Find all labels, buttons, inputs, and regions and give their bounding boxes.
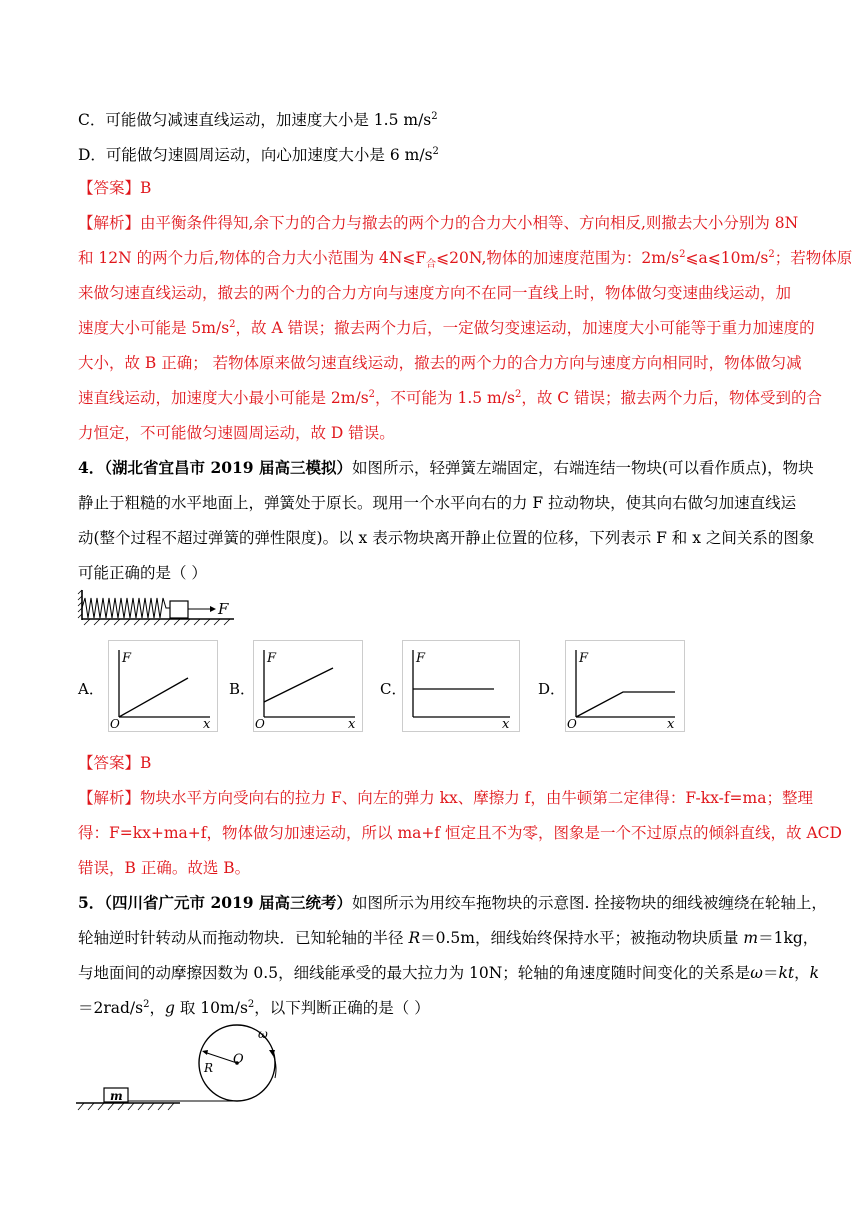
option-d-q3: D．可能做匀速圆周运动，向心加速度大小是 6 $m/s^2$: [78, 145, 439, 164]
option-c-q3: C．可能做匀减速直线运动，加速度大小是 1.5 $m/s^2$: [78, 110, 438, 129]
answer-q4: 【答案】B: [78, 754, 152, 772]
graph-d-x-label: x: [667, 717, 675, 732]
radius-label: R: [204, 1061, 214, 1075]
force-label: F: [218, 600, 229, 618]
graph-a-x-label: x: [203, 717, 211, 732]
question-5-line2: 轮轴逆时针转动从而拖动物块．已知轮轴的半径 R＝0.5m，细线始终保持水平；被拖动物块质量 m＝1kg，: [78, 929, 819, 947]
graph-b-origin: O: [255, 717, 265, 731]
explanation-q3-line5: 大小，故 B 正确； 若物体原来做匀速直线运动，撤去的两个力的合力方向与速度方向相同时，物体做匀减: [78, 354, 802, 372]
explanation-q4-line2: 得：F=kx+ma+f，物体做匀加速运动，所以 ma+f 恒定且不为零，图象是一个不过原点的倾斜直线，故 ACD: [78, 824, 842, 842]
question-4-line2: 静止于粗糙的水平地面上，弹簧处于原长。现用一个水平向右的力 F 拉动物块，使其向右做匀加速直线运: [78, 494, 797, 512]
mass-label: m: [110, 1089, 123, 1103]
explanation-q3-line2: 和 12N 的两个力后,物体的合力大小范围为 $4N⩽F_合⩽20N$,物体的加速度范围为：$2m/s^2⩽a⩽10m/s^2$；若物体原: [78, 248, 853, 271]
explanation-q3-line3: 来做匀速直线运动，撤去的两个力的合力方向与速度方向不在同一直线上时，物体做匀变速曲线运动，加: [78, 284, 792, 302]
explanation-q3-line4: 速度大小可能是 $5m/s^2$，故 A 错误；撤去两个力后，一定做匀变速运动，加速度大小可能等于重力加速度的: [78, 318, 815, 337]
answer-q3: 【答案】B: [78, 179, 152, 197]
graph-c: [402, 640, 520, 732]
graph-d-origin: O: [567, 717, 577, 731]
winch-figure: [76, 1020, 276, 1115]
question-4-line3: 动(整个过程不超过弹簧的弹性限度)。以 x 表示物块离开静止位置的位移，下列表示 F 和 x 之间关系的图象: [78, 529, 815, 547]
spring-block-figure: [78, 588, 238, 628]
graph-c-y-label: F: [416, 651, 426, 666]
graph-d: [565, 640, 685, 732]
graph-a-y-label: F: [122, 651, 132, 666]
graph-b-y-label: F: [267, 651, 277, 666]
graph-b-x-label: x: [348, 717, 356, 732]
graph-a: [108, 640, 218, 732]
question-5-line3: 与地面间的动摩擦因数为 0.5，细线能承受的最大拉力为 10N；轮轴的角速度随时间变化的关系是ω＝kt，k: [78, 964, 819, 982]
explanation-q4-line3: 错误，B 正确。故选 B。: [78, 859, 251, 877]
question-4-line4: 可能正确的是（ ）: [78, 564, 207, 582]
center-label: O: [233, 1052, 244, 1067]
explanation-q4-line1: 【解析】物块水平方向受向右的拉力 F、向左的弹力 kx、摩擦力 f，由牛顿第二定律得：F-kx-f=ma；整理: [78, 789, 813, 807]
explanation-q3-line7: 力恒定，不可能做匀速圆周运动，故 D 错误。: [78, 424, 395, 442]
explanation-q3-line6: 速直线运动，加速度大小最小可能是 $2m/s^2$，不可能为 1.5 $m/s^2$，故 C 错误；撤去两个力后，物体受到的合: [78, 388, 823, 407]
graph-b: [253, 640, 363, 732]
graph-a-origin: O: [110, 717, 120, 731]
question-5-line1: 5．（四川省广元市 2019 届高三统考）如图所示为用绞车拖物块的示意图. 拴接物块的细线被缠绕在轮轴上，: [78, 893, 827, 912]
graph-c-x-label: x: [502, 717, 510, 732]
option-a-label: A．: [78, 680, 104, 698]
omega-label: ω: [258, 1027, 268, 1041]
option-c-label: C．: [380, 680, 407, 698]
option-d-label: D．: [538, 680, 566, 698]
explanation-q3-line1: 【解析】由平衡条件得知,余下力的合力与撤去的两个力的合力大小相等、方向相反,则撤去大小分别为 8N: [78, 214, 799, 232]
question-4-line1: 4．（湖北省宜昌市 2019 届高三模拟）如图所示，轻弹簧左端固定，右端连结一物块(可以看作质点)，物块: [78, 458, 814, 477]
graph-d-y-label: F: [579, 651, 589, 666]
option-b-label: B．: [229, 680, 256, 698]
question-5-line4: $=2rad/s^2$，g 取 $10m/s^2$，以下判断正确的是（ ）: [78, 998, 430, 1017]
